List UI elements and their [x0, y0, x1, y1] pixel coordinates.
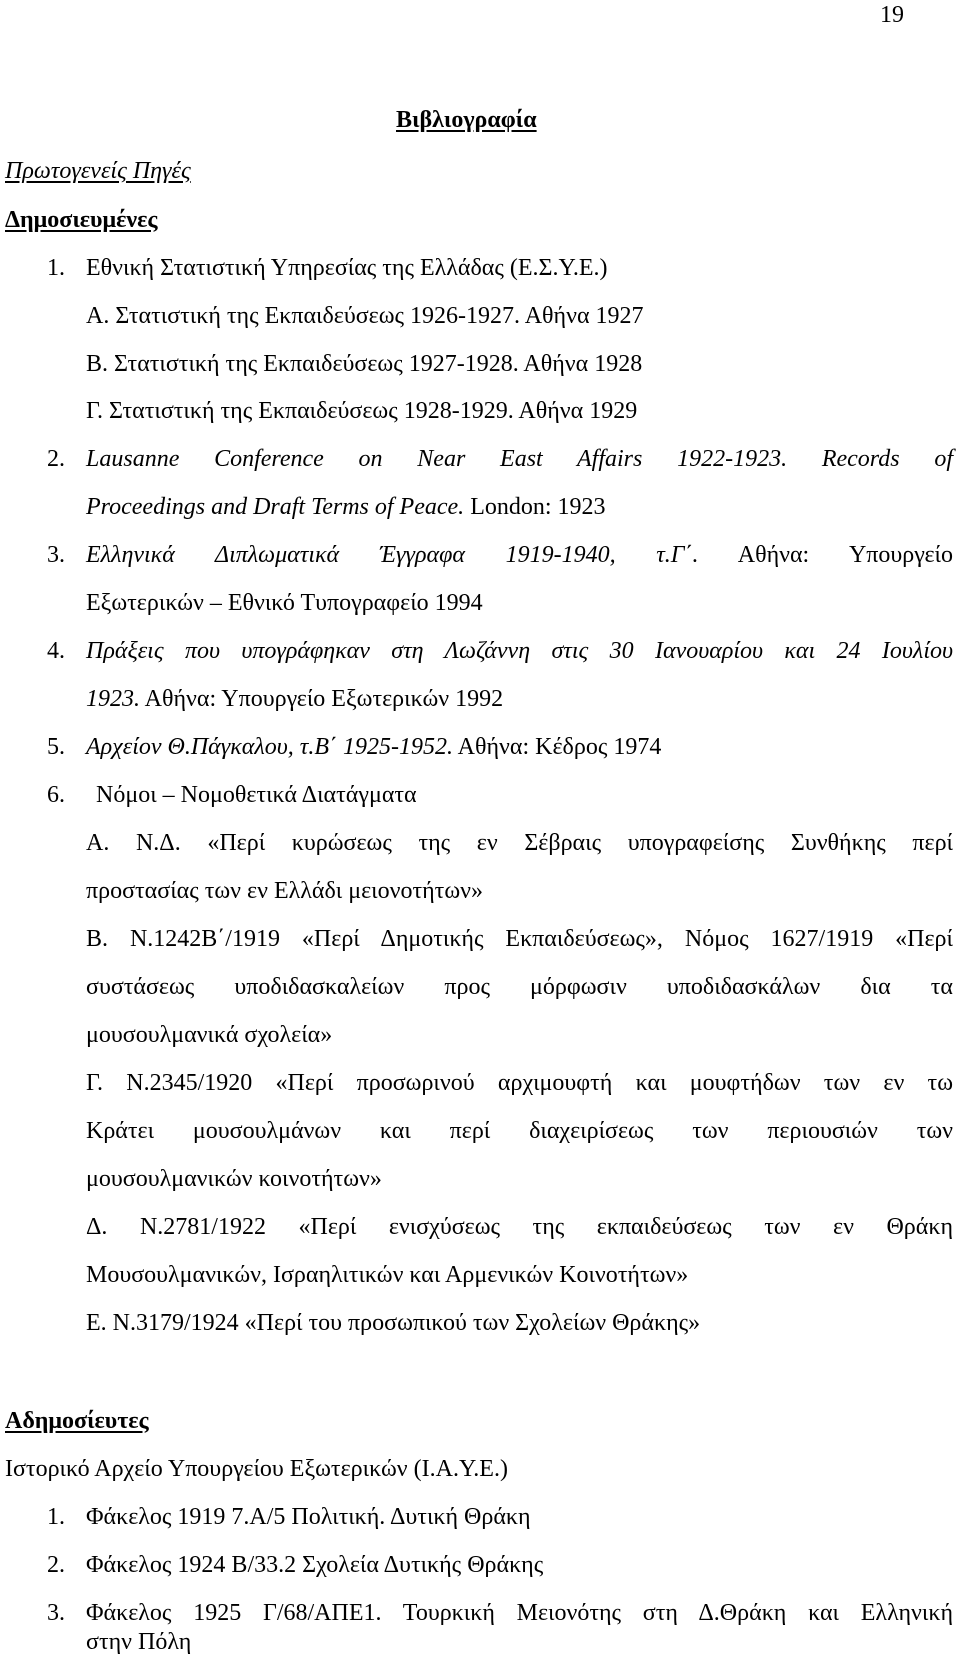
item-5-number: 5.	[47, 734, 65, 760]
page-number: 19	[880, 2, 904, 28]
folder-2-text: Φάκελος 1924 Β/33.2 Σχολεία Δυτικής Θράκης	[86, 1552, 544, 1578]
law-c-line-3: μουσουλμανικών κοινοτήτων»	[86, 1166, 382, 1192]
folder-1-text: Φάκελος 1919 7.Α/5 Πολιτική. Δυτική Θράκη	[86, 1504, 531, 1530]
folder-2-number: 2.	[47, 1552, 65, 1578]
law-b-line-3: μουσουλμανικά σχολεία»	[86, 1022, 333, 1048]
folder-3-text-cont: στην Πόλη	[86, 1629, 192, 1655]
primary-sources-heading: Πρωτογενείς Πηγές	[5, 158, 191, 184]
archive-name: Ιστορικό Αρχείο Υπουργείου Εξωτερικών (Ι.Α.Υ.Ε.)	[5, 1456, 508, 1482]
item-6-number: 6.	[47, 782, 65, 808]
item-1-text: Εθνική Στατιστική Υπηρεσίας της Ελλάδας (Ε.Σ.Υ.Ε.)	[86, 255, 608, 281]
item-1-sub-b: Β. Στατιστική της Εκπαιδεύσεως 1927-1928. Αθήνα 1928	[86, 351, 643, 377]
published-heading: Δημοσιευμένες	[5, 207, 158, 233]
law-a-line-2: προστασίας των εν Ελλάδι μειονοτήτων»	[86, 878, 483, 904]
item-5-title-italic: Αρχείον Θ.Πάγκαλου, τ.Β΄ 1925-1952.	[86, 734, 453, 760]
item-2-line-1: Lausanne Conference on Near East Affairs 1922-1923. Records of	[86, 446, 953, 472]
item-2-publisher: London: 1923	[464, 494, 606, 520]
item-3-number: 3.	[47, 542, 65, 568]
item-4-line-2	[86, 684, 503, 714]
item-6-text: Νόμοι – Νομοθετικά Διατάγματα	[96, 782, 417, 808]
item-5-text	[86, 732, 661, 762]
law-b-line-1: Β. Ν.1242Β΄/1919 «Περί Δημοτικής Εκπαιδεύσεως», Νόμος 1627/1919 «Περί	[86, 926, 953, 952]
law-c-line-1: Γ. Ν.2345/1920 «Περί προσωρινού αρχιμουφτή και μουφτήδων των εν τω	[86, 1070, 953, 1096]
page-title: Βιβλιογραφία	[396, 107, 537, 133]
folder-3-number: 3.	[47, 1600, 65, 1626]
folder-3-text: Φάκελος 1925 Γ/68/ΑΠΕ1. Τουρκική Μειονότης στη Δ.Θράκη και Ελληνική	[86, 1600, 953, 1626]
folder-1-number: 1.	[47, 1504, 65, 1530]
item-2-title-italic: Proceedings and Draft Terms of Peace.	[86, 494, 465, 520]
item-3-publisher: Αθήνα: Υπουργείο	[698, 542, 954, 568]
item-3-line-2: Εξωτερικών – Εθνικό Τυπογραφείο 1994	[86, 590, 483, 616]
item-4-publisher: Αθήνα: Υπουργείο Εξωτερικών 1992	[140, 686, 504, 712]
item-1-sub-a: Α. Στατιστική της Εκπαιδεύσεως 1926-1927. Αθήνα 1927	[86, 303, 644, 329]
item-4-number: 4.	[47, 638, 65, 664]
item-3-line-1	[86, 540, 953, 570]
law-a-line-1: Α. Ν.Δ. «Περί κυρώσεως της εν Σέβραις υπογραφείσης Συνθήκης περί	[86, 830, 953, 856]
law-d-line-2: Μουσουλμανικών, Ισραηλιτικών και Αρμενικών Κοινοτήτων»	[86, 1262, 689, 1288]
law-c-line-2: Κράτει μουσουλμάνων και περί διαχειρίσεως των περιουσιών των	[86, 1118, 953, 1144]
law-b-line-2: συστάσεως υποδιδασκαλείων προς μόρφωσιν υποδιδασκάλων δια τα	[86, 974, 953, 1000]
law-d-line-1: Δ. Ν.2781/1922 «Περί ενισχύσεως της εκπαιδεύσεως των εν Θράκη	[86, 1214, 953, 1240]
item-5-publisher: Αθήνα: Κέδρος 1974	[453, 734, 662, 760]
law-e-line-1: Ε. Ν.3179/1924 «Περί του προσωπικού των Σχολείων Θράκης»	[86, 1310, 701, 1336]
unpublished-heading: Αδημοσίευτες	[5, 1408, 149, 1434]
item-4-year-italic: 1923.	[86, 686, 140, 712]
item-4-line-1: Πράξεις που υπογράφηκαν στη Λωζάννη στις 30 Ιανουαρίου και 24 Ιουλίου	[86, 638, 953, 664]
item-1-sub-c: Γ. Στατιστική της Εκπαιδεύσεως 1928-1929. Αθήνα 1929	[86, 398, 638, 424]
item-3-title-italic: Ελληνικά Διπλωματικά Έγγραφα 1919-1940, τ.Γ΄.	[86, 542, 699, 568]
item-2-number: 2.	[47, 446, 65, 472]
item-2-line-2	[86, 492, 606, 522]
item-1-number: 1.	[47, 255, 65, 281]
